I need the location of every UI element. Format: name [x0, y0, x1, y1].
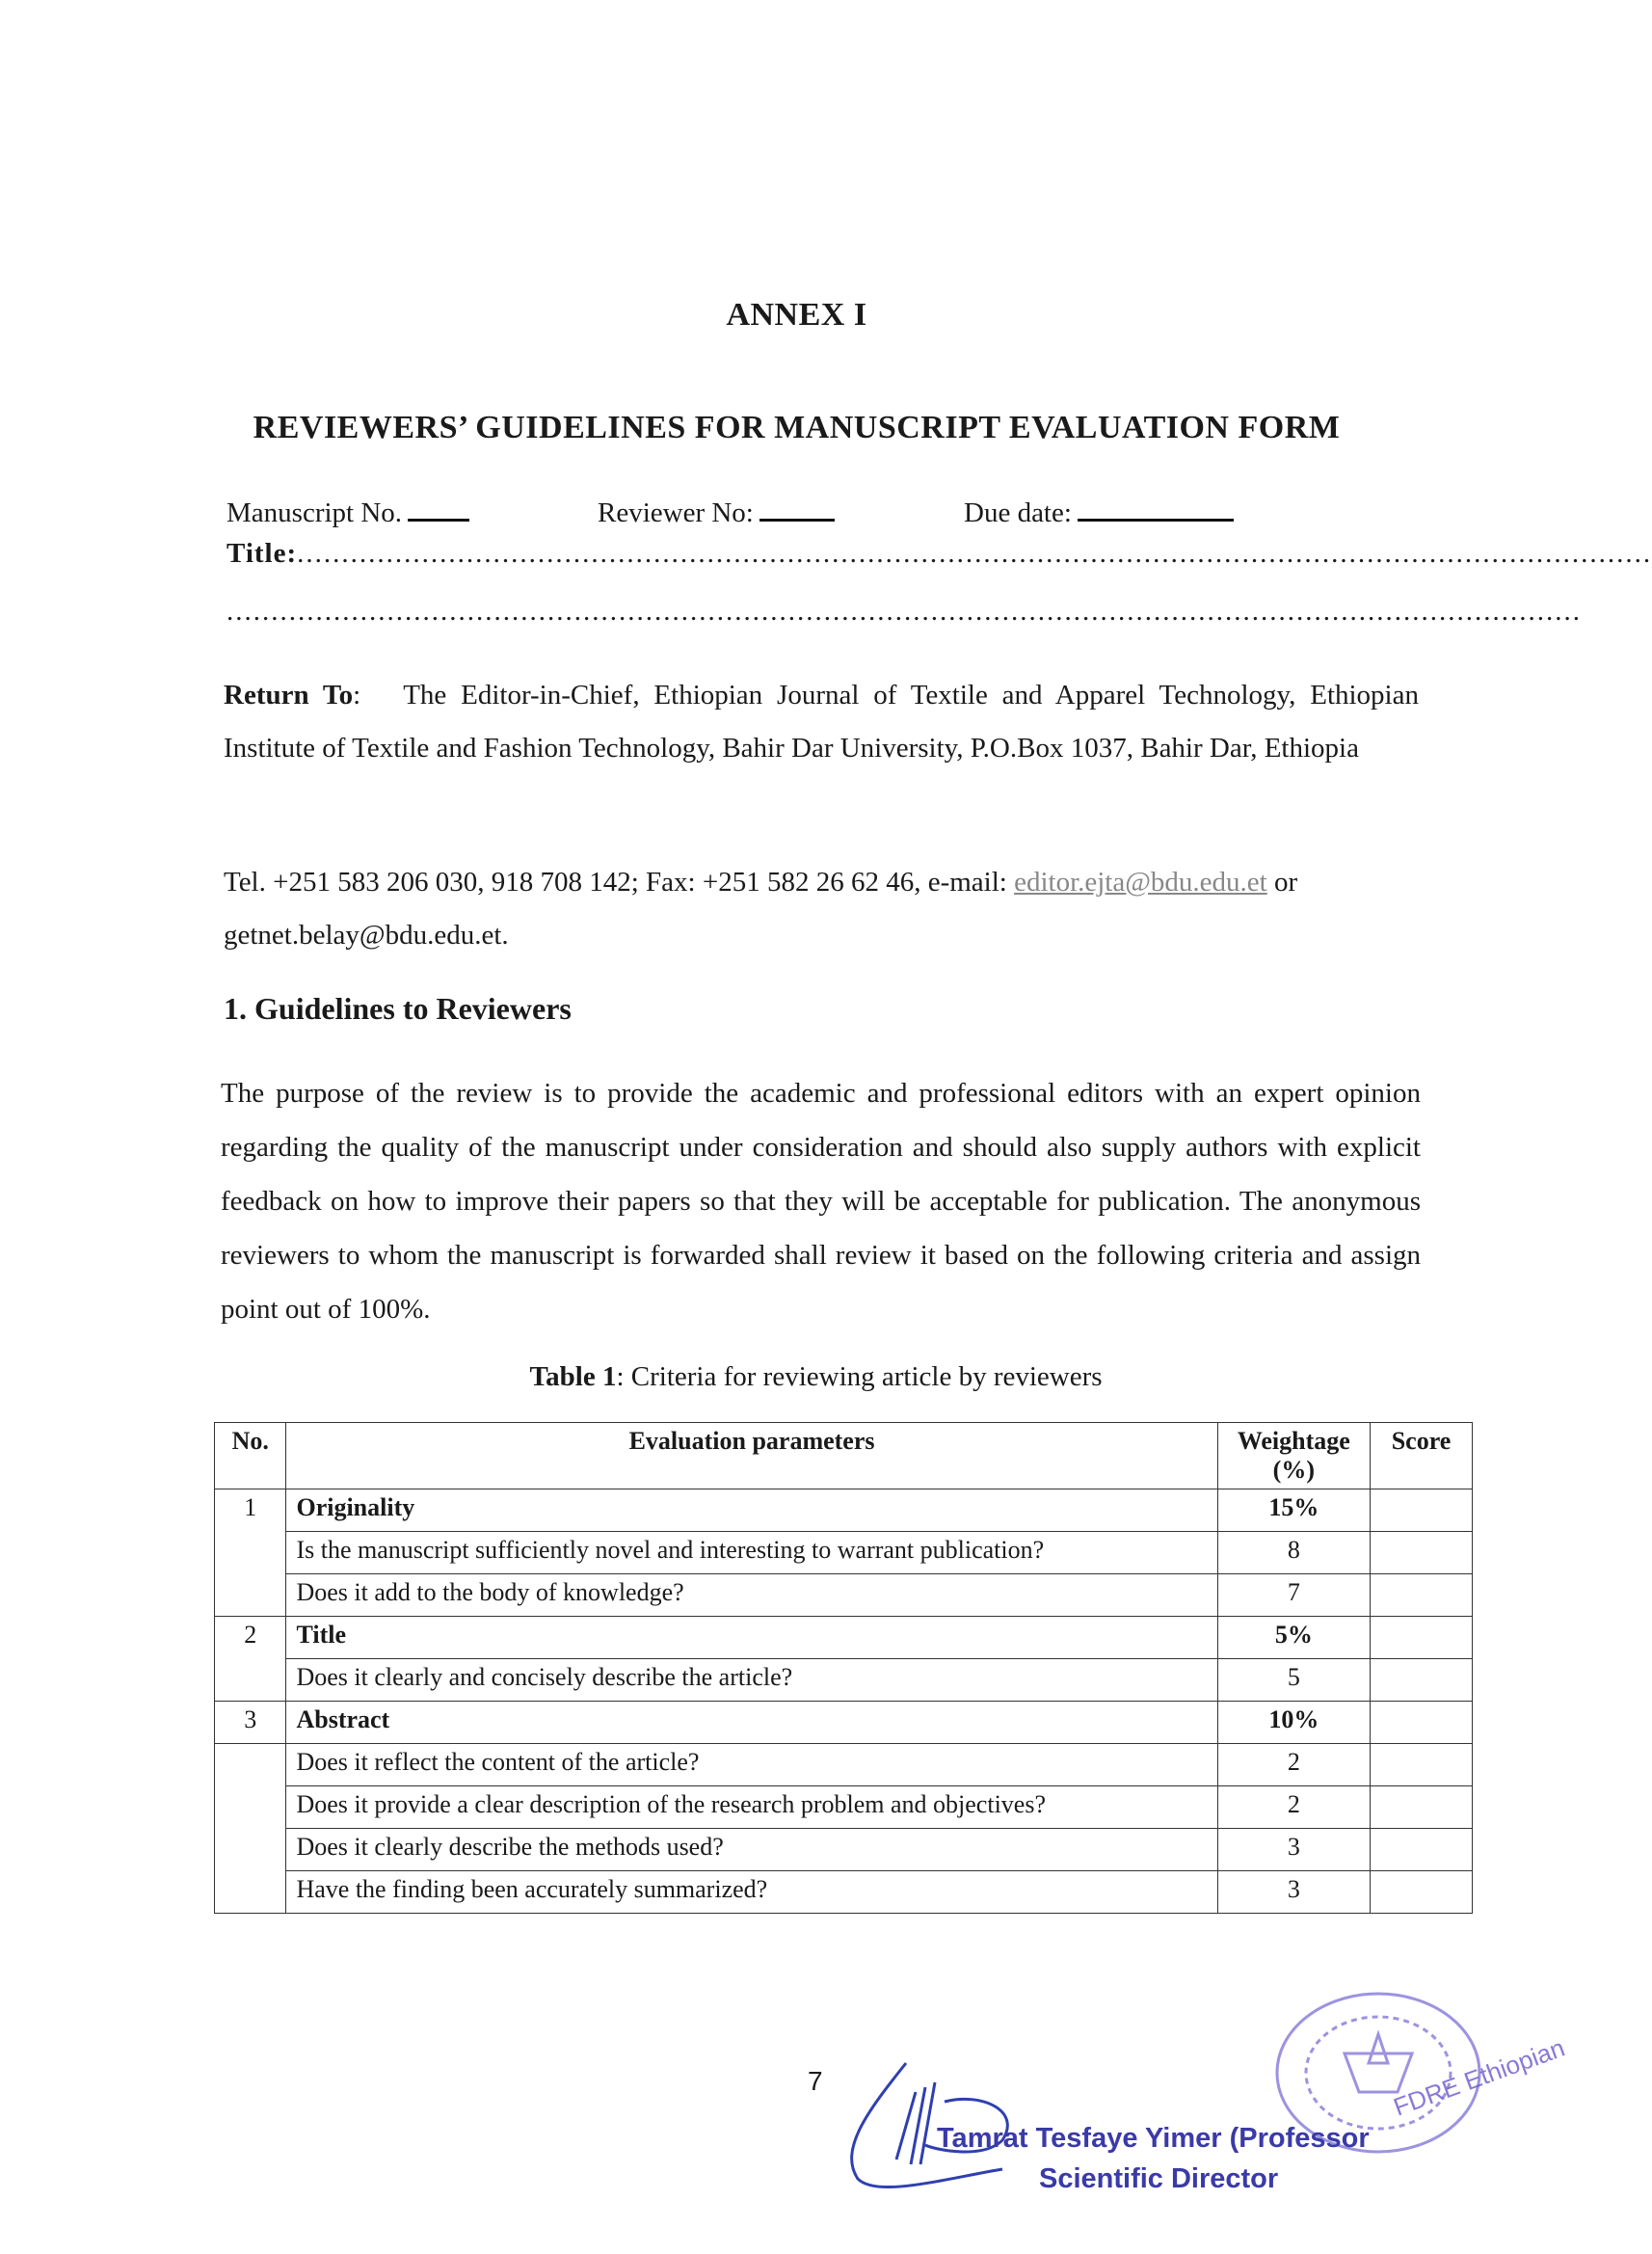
criteria-table: [214, 1422, 1473, 1914]
header-score: Score: [1371, 1423, 1473, 1489]
score-cell[interactable]: [1371, 1702, 1473, 1744]
criterion-weight: 2: [1217, 1744, 1370, 1786]
score-cell[interactable]: [1371, 1871, 1473, 1914]
signatory-role: Scientific Director: [1039, 2163, 1279, 2194]
table-row: [215, 1574, 1473, 1617]
reviewer-no-label: Reviewer No:: [598, 497, 754, 528]
section-1-title: 1. Guidelines to Reviewers: [224, 991, 572, 1026]
return-to-label: Return To: [224, 680, 354, 711]
table-row: [215, 1489, 1473, 1532]
group-weight: 15%: [1217, 1489, 1370, 1532]
header-weightage: Weightage (%): [1217, 1423, 1370, 1489]
return-to-paragraph: Return To: The Editor-in-Chief, Ethiopian Journal of Textile and Apparel Technology, Ethiopian Institute of Textile and Fashion Technology, Bahir Dar University, P.O.Box 1037, Bahir Dar, Ethiopia: [224, 680, 1419, 764]
table-caption-text: : Criteria for reviewing article by reviewers: [616, 1361, 1103, 1392]
group-weight: 5%: [1217, 1617, 1370, 1659]
contact-text: Tel. +251 583 206 030, 918 708 142; Fax: +251 582 26 62 46, e-mail:: [224, 867, 1007, 898]
contact-paragraph: [224, 856, 1419, 962]
criterion-text: Does it clearly describe the methods used?: [286, 1829, 1217, 1871]
title-continuation-line: ........................................................................................................................................................: [226, 596, 1582, 627]
score-cell[interactable]: [1371, 1532, 1473, 1574]
form-title: REVIEWERS’ GUIDELINES FOR MANUSCRIPT EVALUATION FORM: [253, 410, 1341, 445]
manuscript-no-blank: [408, 519, 469, 522]
table-row: [215, 1871, 1473, 1914]
score-cell[interactable]: [1371, 1829, 1473, 1871]
criterion-text: Does it clearly and concisely describe the article?: [286, 1659, 1217, 1702]
signatory-name: Tamrat Tesfaye Yimer (Professor: [937, 2123, 1370, 2154]
criterion-weight: 5: [1217, 1659, 1370, 1702]
title-dots: ........................................................................................................................................................: [297, 538, 1652, 569]
criterion-text: Is the manuscript sufficiently novel and interesting to warrant publication?: [286, 1532, 1217, 1574]
reviewer-no-field: [598, 497, 835, 529]
group-no-empty: [215, 1744, 286, 1914]
table-caption-label: Table 1: [529, 1361, 617, 1392]
score-cell[interactable]: [1371, 1617, 1473, 1659]
criterion-text: Does it provide a clear description of the research problem and objectives?: [286, 1786, 1217, 1829]
criterion-weight: 2: [1217, 1786, 1370, 1829]
group-no: 2: [215, 1617, 286, 1702]
due-date-field: [964, 497, 1234, 529]
score-cell[interactable]: [1371, 1489, 1473, 1532]
contact-or: or: [1274, 867, 1298, 898]
score-cell[interactable]: [1371, 1786, 1473, 1829]
criterion-text: Does it reflect the content of the article?: [286, 1744, 1217, 1786]
table-row: [215, 1659, 1473, 1702]
group-no: 1: [215, 1489, 286, 1617]
score-cell[interactable]: [1371, 1574, 1473, 1617]
group-name: Abstract: [286, 1702, 1217, 1744]
due-date-blank: [1078, 519, 1234, 522]
group-no: 3: [215, 1702, 286, 1744]
score-cell[interactable]: [1371, 1659, 1473, 1702]
manuscript-no-field: [226, 497, 469, 529]
table-header-row: [215, 1423, 1473, 1489]
group-name: Title: [286, 1617, 1217, 1659]
section-1-paragraph: The purpose of the review is to provide the academic and professional editors with an expert opinion regarding the quality of the manuscript under consideration and should also supply authors with explicit feedback on how to improve their papers so that they will be acceptable for publication. The anonymous reviewers to whom the manuscript is forwarded shall review it based on the following criteria and assign point out of 100%.: [221, 1078, 1421, 1325]
group-name: Originality: [286, 1489, 1217, 1532]
manuscript-no-label: Manuscript No.: [226, 497, 403, 528]
editor-email-link[interactable]: editor.ejta@bdu.edu.et: [1014, 867, 1267, 898]
title-line: [226, 538, 1652, 570]
due-date-label: Due date:: [964, 497, 1072, 528]
header-no: No.: [215, 1423, 286, 1489]
header-evaluation-parameters: Evaluation parameters: [286, 1423, 1217, 1489]
criterion-weight: 3: [1217, 1871, 1370, 1914]
group-weight: 10%: [1217, 1702, 1370, 1744]
page-number: 7: [808, 2066, 823, 2096]
reviewer-no-blank: [759, 519, 835, 522]
table-row: [215, 1786, 1473, 1829]
table-row: [215, 1744, 1473, 1786]
table-row: [215, 1829, 1473, 1871]
title-label: Title:: [226, 538, 298, 569]
return-to-text: The Editor-in-Chief, Ethiopian Journal of Textile and Apparel Technology, Ethiopian Institute of Textile and Fashion Technology, Bahir Dar University, P.O.Box 1037, Bahir Dar, Ethiopia: [224, 680, 1419, 764]
table-row: [215, 1702, 1473, 1744]
criterion-text: Have the finding been accurately summarized?: [286, 1871, 1217, 1914]
secondary-email: getnet.belay@bdu.edu.et.: [224, 920, 509, 951]
stamp-text: FDRE Ethiopian: [1389, 2032, 1569, 2122]
criterion-text: Does it add to the body of knowledge?: [286, 1574, 1217, 1617]
score-cell[interactable]: [1371, 1744, 1473, 1786]
table-row: [215, 1617, 1473, 1659]
criterion-weight: 7: [1217, 1574, 1370, 1617]
criterion-weight: 8: [1217, 1532, 1370, 1574]
table-row: [215, 1532, 1473, 1574]
criterion-weight: 3: [1217, 1829, 1370, 1871]
annex-title: ANNEX I: [726, 297, 867, 333]
table-caption: [19, 1361, 1612, 1393]
